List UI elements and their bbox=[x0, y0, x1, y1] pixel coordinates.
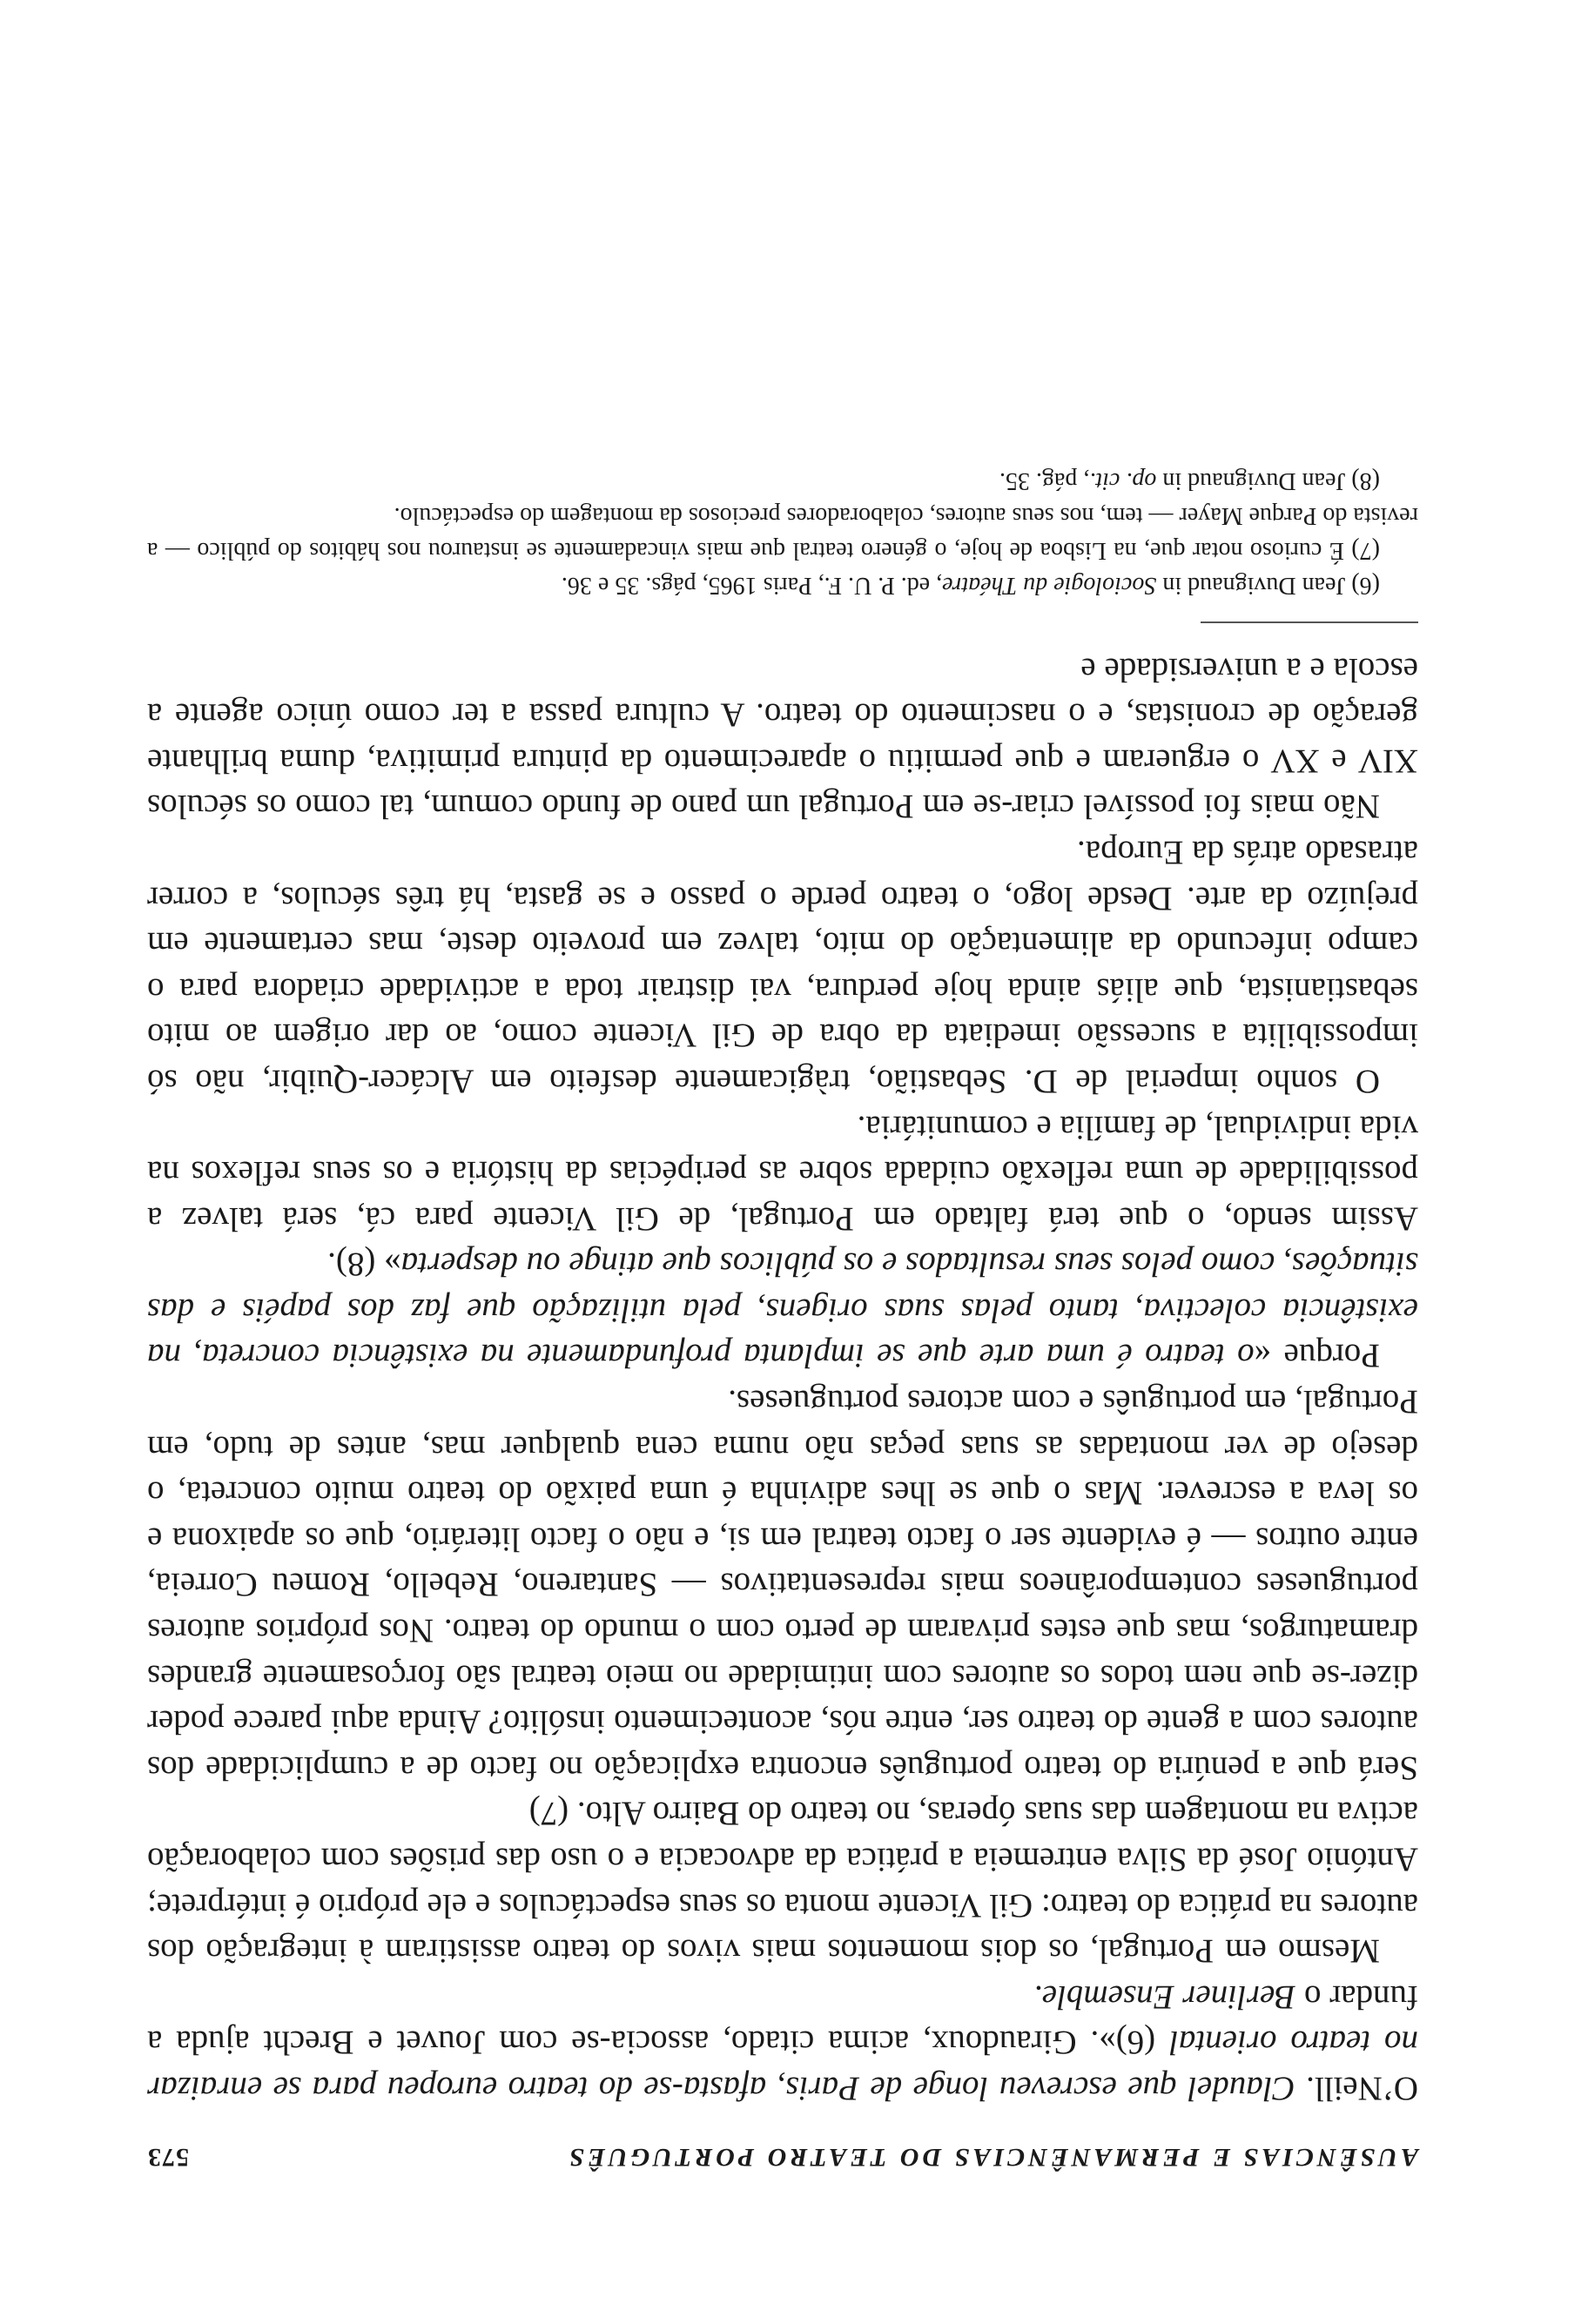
italic-text: Berliner Ensemble. bbox=[1033, 1978, 1296, 2016]
italic-text: o teatro é uma arte que se implanta profundamente na existência concreta, na existência colectiva, tanto pelas suas origens, pela utilização que faz dos papéis e das situações, como pelos seus resultados e os públicos que atinge ou desperta bbox=[147, 1246, 1418, 1375]
page-number: 573 bbox=[147, 2143, 189, 2172]
paragraph-text: Assim sendo, o que terá faltado em Portugal, de Gil Vicente para cá, será talvez a possibilidade de uma reflexão cuidada sobre as peripécias da história e os seus reflexos na vida individual, de família e comunitária. bbox=[147, 1108, 1418, 1238]
body-text bbox=[147, 646, 1418, 2111]
footnote bbox=[147, 498, 1418, 568]
body-paragraph bbox=[147, 1790, 1418, 1973]
running-head bbox=[147, 2142, 1418, 2172]
italic-text: Claudel que escreveu longe de Paris, afasta-se do teatro europeu para se enraizar no teatro oriental bbox=[147, 2024, 1418, 2107]
running-title: AUSÊNCIAS E PERMANÊNCIAS DO TEATRO PORTUGUÊS bbox=[566, 2143, 1418, 2172]
footnote bbox=[147, 463, 1418, 498]
paragraph-text: Será que a penúria do teatro português encontra explicação no facto de a cumplicidade dos autores com a gente do teatro ser, entre nós, acontecimento insólito? Ainda aqui parece poder dizer-se que nem todos os autores com intimidade no meio teatral são forçosamente grandes dramaturgos, mas que estes privaram de perto com o mundo do teatro. Nos próprios autores portugueses contemporâneos mais representativos — Santareno, Rebello, Romeu Correia, entre outros — é evidente ser o facto teatral em si, e não o facto literário, que os apaixona e os leva a escrever. Mas o que se lhes adivinha é uma paixão do teatro muito concreta, o desejo de ver montadas as suas peças não numa cena qualquer mas, antes de tudo, em Portugal, em português e com actores portugueses. bbox=[147, 1383, 1418, 1787]
paragraph-text: O’Neill. bbox=[1295, 2070, 1418, 2107]
footnote-italic-text: Sociologie du Théatre bbox=[942, 572, 1157, 599]
body-paragraph bbox=[147, 1104, 1418, 1241]
paragraph-text: (6)». Giraudoux, acima citado, associa-se com Jouvet e Brecht ajuda a fundar o bbox=[147, 1978, 1418, 2062]
body-paragraph bbox=[147, 1241, 1418, 1379]
text-block bbox=[147, 463, 1418, 2172]
footnote-text: (8) Jean Duvignaud in bbox=[1156, 467, 1380, 494]
footnote-rule bbox=[1201, 621, 1418, 623]
paragraph-text: Porque « bbox=[1254, 1337, 1380, 1375]
footnotes bbox=[147, 463, 1418, 602]
footnote bbox=[147, 568, 1418, 602]
paragraph-text: Mesmo em Portugal, os dois momentos mais vivos do teatro assistiram à integração dos autores na prática do teatro: Gil Vicente monta os seus espectáculos e ele próprio é intérprete; António José da Silva entremeia a prática da advocacia e o uso das prisões com colaboração activa na montagem das suas óperas, no teatro do Bairro Alto. (7) bbox=[147, 1795, 1418, 1971]
footnote-text: (7) É curioso notar que, na Lisboa de hoje, o género teatral que mais vincadamente se instaurou nos hábitos do público — a revista do Parque Mayer — tem, nos seus autores, colaboradores preciosos da montagem do espectáculo. bbox=[147, 502, 1418, 564]
paragraph-text: O sonho imperial de D. Sebastião, tràgicamente desfeito em Alcácer-Quibir, não só impossibilita a sucessão imediata da obra de Gil Vicente como, ao dar origem ao mito sebastianista, que aliás ainda hoje perdura, vai distrair toda a actividade criadora para o campo infecundo da alimentação do mito, talvez em proveito deste, mas certamente em prejuízo da arte. Desde logo, o teatro perde o passo e se gasta, há três séculos, a correr atrasado atrás da Europa. bbox=[147, 833, 1418, 1100]
body-paragraph bbox=[147, 1379, 1418, 1790]
footnote-italic-text: op. cit. bbox=[1089, 467, 1157, 494]
body-paragraph bbox=[147, 1973, 1418, 2111]
paragraph-text: Não mais foi possível criar-se em Portugal um pano de fundo comum, tal como os séculos XIV e XV o ergueram e que permitiu o aparecimento da pintura primitiva, duma brilhante geração de cronistas, e o nascimento do teatro. A cultura passa a ter como único agente a escola e a universidade e bbox=[147, 650, 1418, 826]
body-paragraph bbox=[147, 829, 1418, 1104]
paragraph-text: » (8). bbox=[327, 1246, 401, 1284]
body-paragraph bbox=[147, 646, 1418, 829]
footnote-text: (6) Jean Duvignaud in bbox=[1156, 572, 1380, 599]
footnote-text: , pág. 35. bbox=[999, 467, 1090, 494]
footnote-text: , ed. P. U. F., Paris 1965, págs. 35 e 36. bbox=[561, 572, 943, 599]
